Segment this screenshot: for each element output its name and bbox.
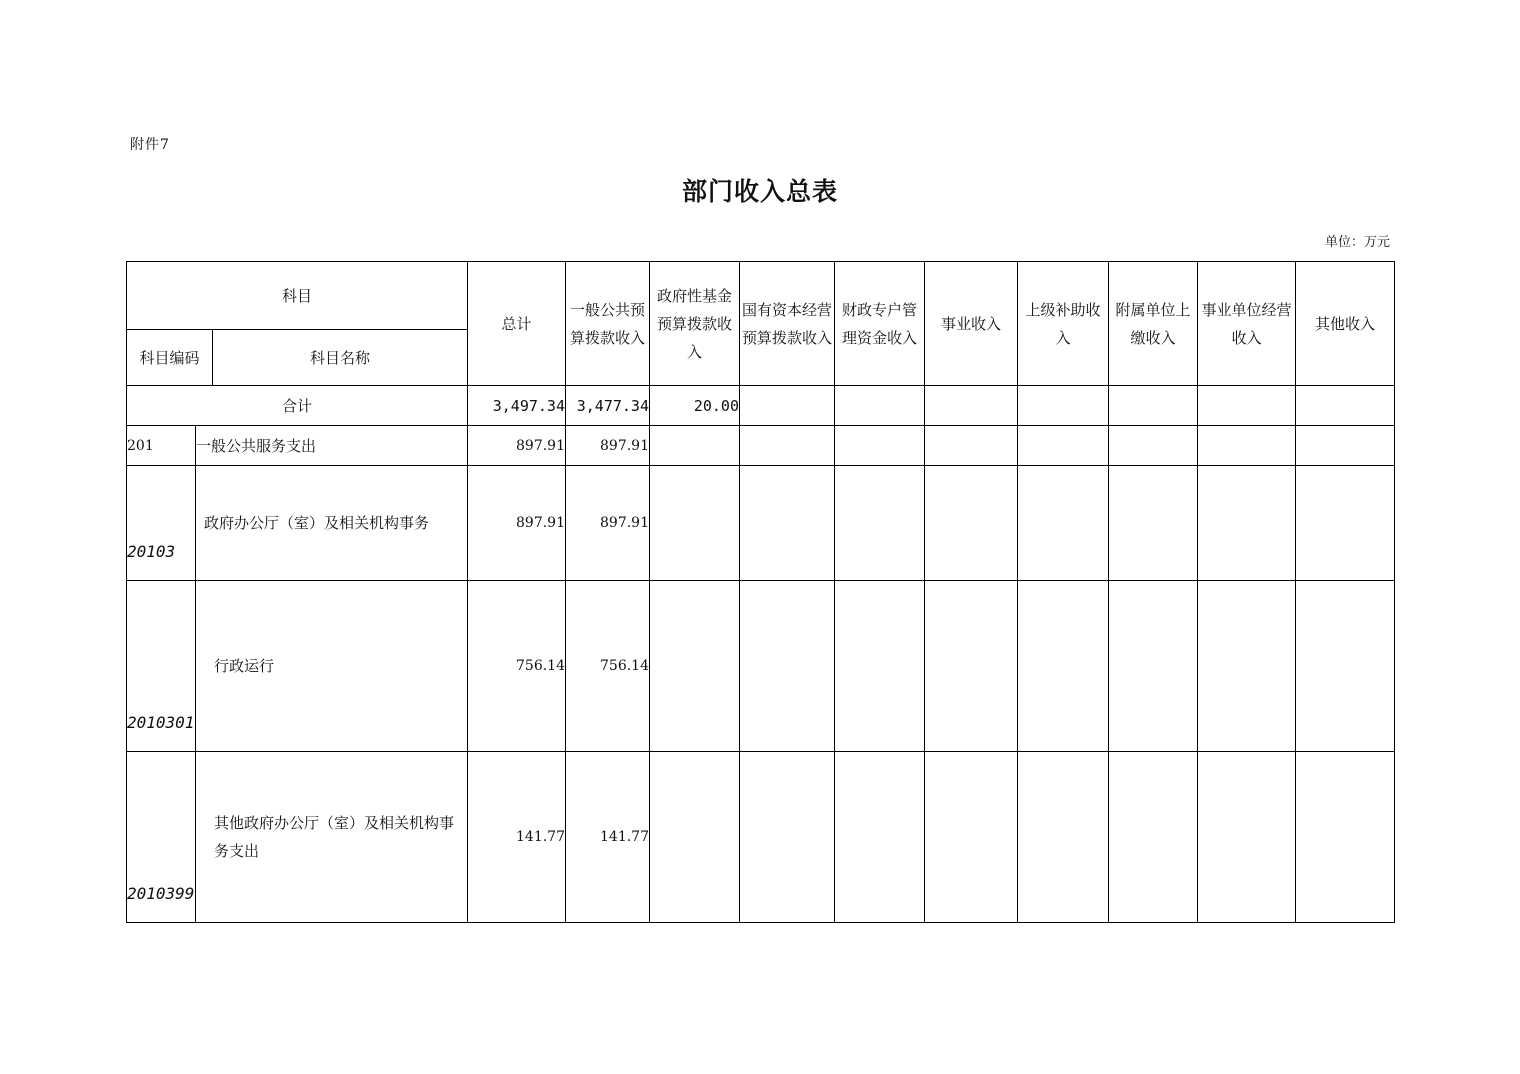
- table-row: [127, 426, 1395, 466]
- total-label: 合计: [127, 386, 468, 426]
- page-title: 部门收入总表: [681, 177, 838, 206]
- amount-cell: [1198, 752, 1296, 923]
- amount-cell: [1109, 466, 1198, 581]
- header-special-account: 财政专户管理资金收入: [835, 262, 925, 386]
- total-value: 3,477.34: [566, 386, 650, 426]
- table-row: [127, 581, 1395, 752]
- amount-cell: [1018, 466, 1109, 581]
- header-total: 总计: [468, 262, 566, 386]
- subject-name: 其他政府办公厅（室）及相关机构事务支出: [196, 752, 468, 923]
- amount-cell: [1296, 466, 1395, 581]
- amount-cell: 756.14: [566, 581, 650, 752]
- amount-cell: [1296, 752, 1395, 923]
- amount-cell: 897.91: [566, 466, 650, 581]
- header-general-budget: 一般公共预算拨款收入: [566, 262, 650, 386]
- amount-cell: [650, 466, 740, 581]
- amount-cell: [1198, 581, 1296, 752]
- subject-name: 政府办公厅（室）及相关机构事务: [196, 466, 468, 581]
- amount-cell: [925, 581, 1018, 752]
- amount-cell: [1198, 466, 1296, 581]
- header-affiliate-payment: 附属单位上缴收入: [1109, 262, 1198, 386]
- total-value: [835, 386, 925, 426]
- subject-name: 一般公共服务支出: [196, 426, 468, 466]
- total-value: 3,497.34: [468, 386, 566, 426]
- amount-cell: [740, 466, 835, 581]
- amount-cell: 141.77: [566, 752, 650, 923]
- total-value: [740, 386, 835, 426]
- amount-cell: [740, 752, 835, 923]
- amount-cell: [835, 581, 925, 752]
- amount-cell: [650, 581, 740, 752]
- header-row: [127, 262, 1395, 330]
- unit-label: 单位：万元: [1324, 235, 1390, 250]
- attachment-label: 附件7: [130, 137, 170, 153]
- amount-cell: 897.91: [468, 466, 566, 581]
- amount-cell: [1109, 426, 1198, 466]
- total-value: [925, 386, 1018, 426]
- total-value: [1018, 386, 1109, 426]
- amount-cell: [835, 426, 925, 466]
- amount-cell: [1296, 426, 1395, 466]
- amount-cell: [835, 752, 925, 923]
- amount-cell: 756.14: [468, 581, 566, 752]
- subject-code: 2010301: [127, 581, 196, 752]
- table-row: [127, 466, 1395, 581]
- amount-cell: [1109, 752, 1198, 923]
- amount-cell: [1018, 752, 1109, 923]
- amount-cell: [925, 466, 1018, 581]
- subject-code: 20103: [127, 466, 196, 581]
- amount-cell: [835, 466, 925, 581]
- amount-cell: [740, 581, 835, 752]
- amount-cell: [1018, 581, 1109, 752]
- header-subject: 科目: [127, 262, 468, 330]
- subject-code: 201: [127, 426, 196, 466]
- amount-cell: 897.91: [566, 426, 650, 466]
- amount-cell: [925, 752, 1018, 923]
- amount-cell: [1198, 426, 1296, 466]
- amount-cell: 141.77: [468, 752, 566, 923]
- amount-cell: [1296, 581, 1395, 752]
- header-code: 科目编码: [127, 330, 213, 386]
- total-value: [1296, 386, 1395, 426]
- subject-code: 2010399: [127, 752, 196, 923]
- amount-cell: 897.91: [468, 426, 566, 466]
- header-other-income: 其他收入: [1296, 262, 1395, 386]
- amount-cell: [925, 426, 1018, 466]
- header-superior-subsidy: 上级补助收入: [1018, 262, 1109, 386]
- total-value: [1198, 386, 1296, 426]
- header-gov-fund: 政府性基金预算拨款收入: [650, 262, 740, 386]
- total-value: 20.00: [650, 386, 740, 426]
- subject-name: 行政运行: [196, 581, 468, 752]
- amount-cell: [1018, 426, 1109, 466]
- header-name: 科目名称: [213, 330, 468, 386]
- total-row: [127, 386, 1395, 426]
- amount-cell: [740, 426, 835, 466]
- header-business-income: 事业收入: [925, 262, 1018, 386]
- table-row: [127, 752, 1395, 923]
- amount-cell: [650, 426, 740, 466]
- header-operating-income: 事业单位经营收入: [1198, 262, 1296, 386]
- amount-cell: [1109, 581, 1198, 752]
- total-value: [1109, 386, 1198, 426]
- income-summary-table: [126, 261, 1395, 923]
- amount-cell: [650, 752, 740, 923]
- header-state-capital: 国有资本经营预算拨款收入: [740, 262, 835, 386]
